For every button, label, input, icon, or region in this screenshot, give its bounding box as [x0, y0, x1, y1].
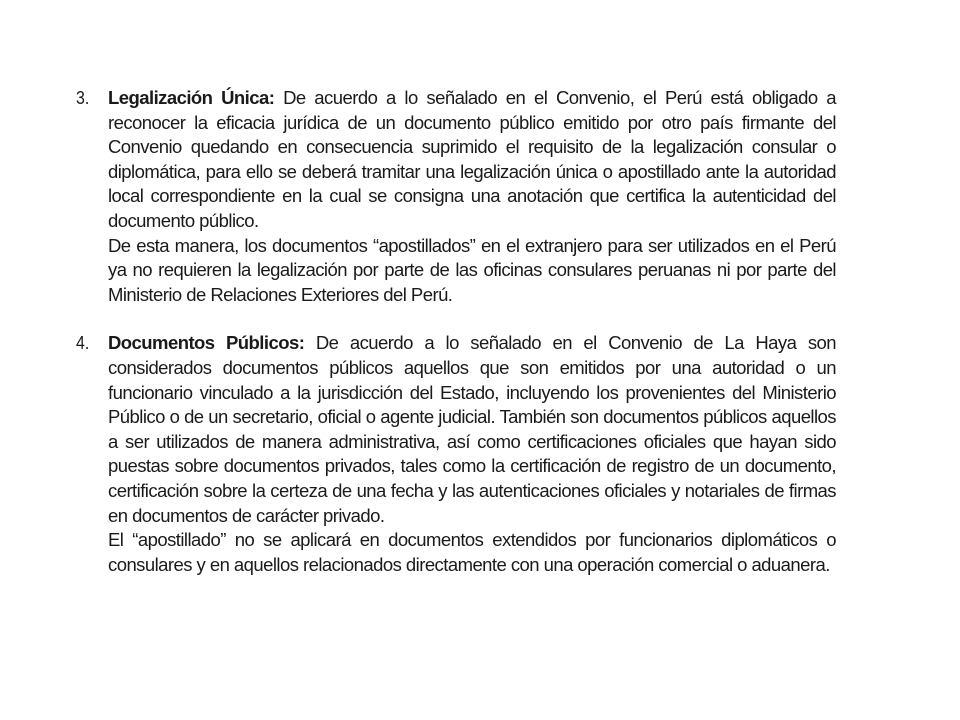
paragraph: [108, 86, 836, 234]
document-body: [76, 86, 836, 577]
paragraph: De esta manera, los documentos “apostillados” en el extranjero para ser utilizados en el Perú ya no requieren la legalización por parte de las oficinas consulares peruanas ni por parte del Ministerio de Relaciones Exteriores del Perú.: [108, 234, 836, 305]
paragraph: El “apostillado” no se aplicará en documentos extendidos por funcionarios diplomáticos o consulares y en aquellos relacionados directamente con una operación comercial o aduanera.: [108, 529, 836, 575]
item-text: De acuerdo a lo señalado en el Convenio de La Haya son considerados documentos públicos aquellos que son emitidos por una autoridad o un funcionario vinculado a la jurisdicción del Estado, incluyendo los provenientes del Ministerio Público o de un secretario, oficial o agente judicial. También son documentos públicos aquellos a ser utilizados de manera administrativa, así como certificaciones oficiales que hayan sido puestas sobre documentos privados, tales como la certificación de registro de un documento, certificación sobre la certeza de una fecha y las autenticaciones oficiales y notariales de firmas en documentos de carácter privado.: [108, 332, 836, 526]
item-heading: Documentos Públicos:: [108, 332, 305, 354]
paragraph: [108, 331, 836, 528]
list-item-number: 4.: [76, 332, 90, 354]
list-item-legalizacion-unica: [76, 86, 836, 307]
item-heading: Legalización Única:: [108, 87, 275, 108]
list-item-number: 3.: [76, 87, 90, 108]
list-item-content: [108, 331, 836, 577]
item-text: De acuerdo a lo señalado en el Convenio, el Perú está obligado a reconocer la eficacia jurídica de un documento público emitido por otro país firmante del Convenio quedando en consecuencia suprimido el requisito de la legalización consular o diplomática, para ello se deberá tramitar una legalización única o apostillado ante la autoridad local correspondiente en la cual se consigna una anotación que certifica la autenticidad del documento público.: [108, 87, 836, 231]
list-item-documentos-publicos: [76, 331, 836, 577]
list-item-content: [108, 86, 836, 307]
